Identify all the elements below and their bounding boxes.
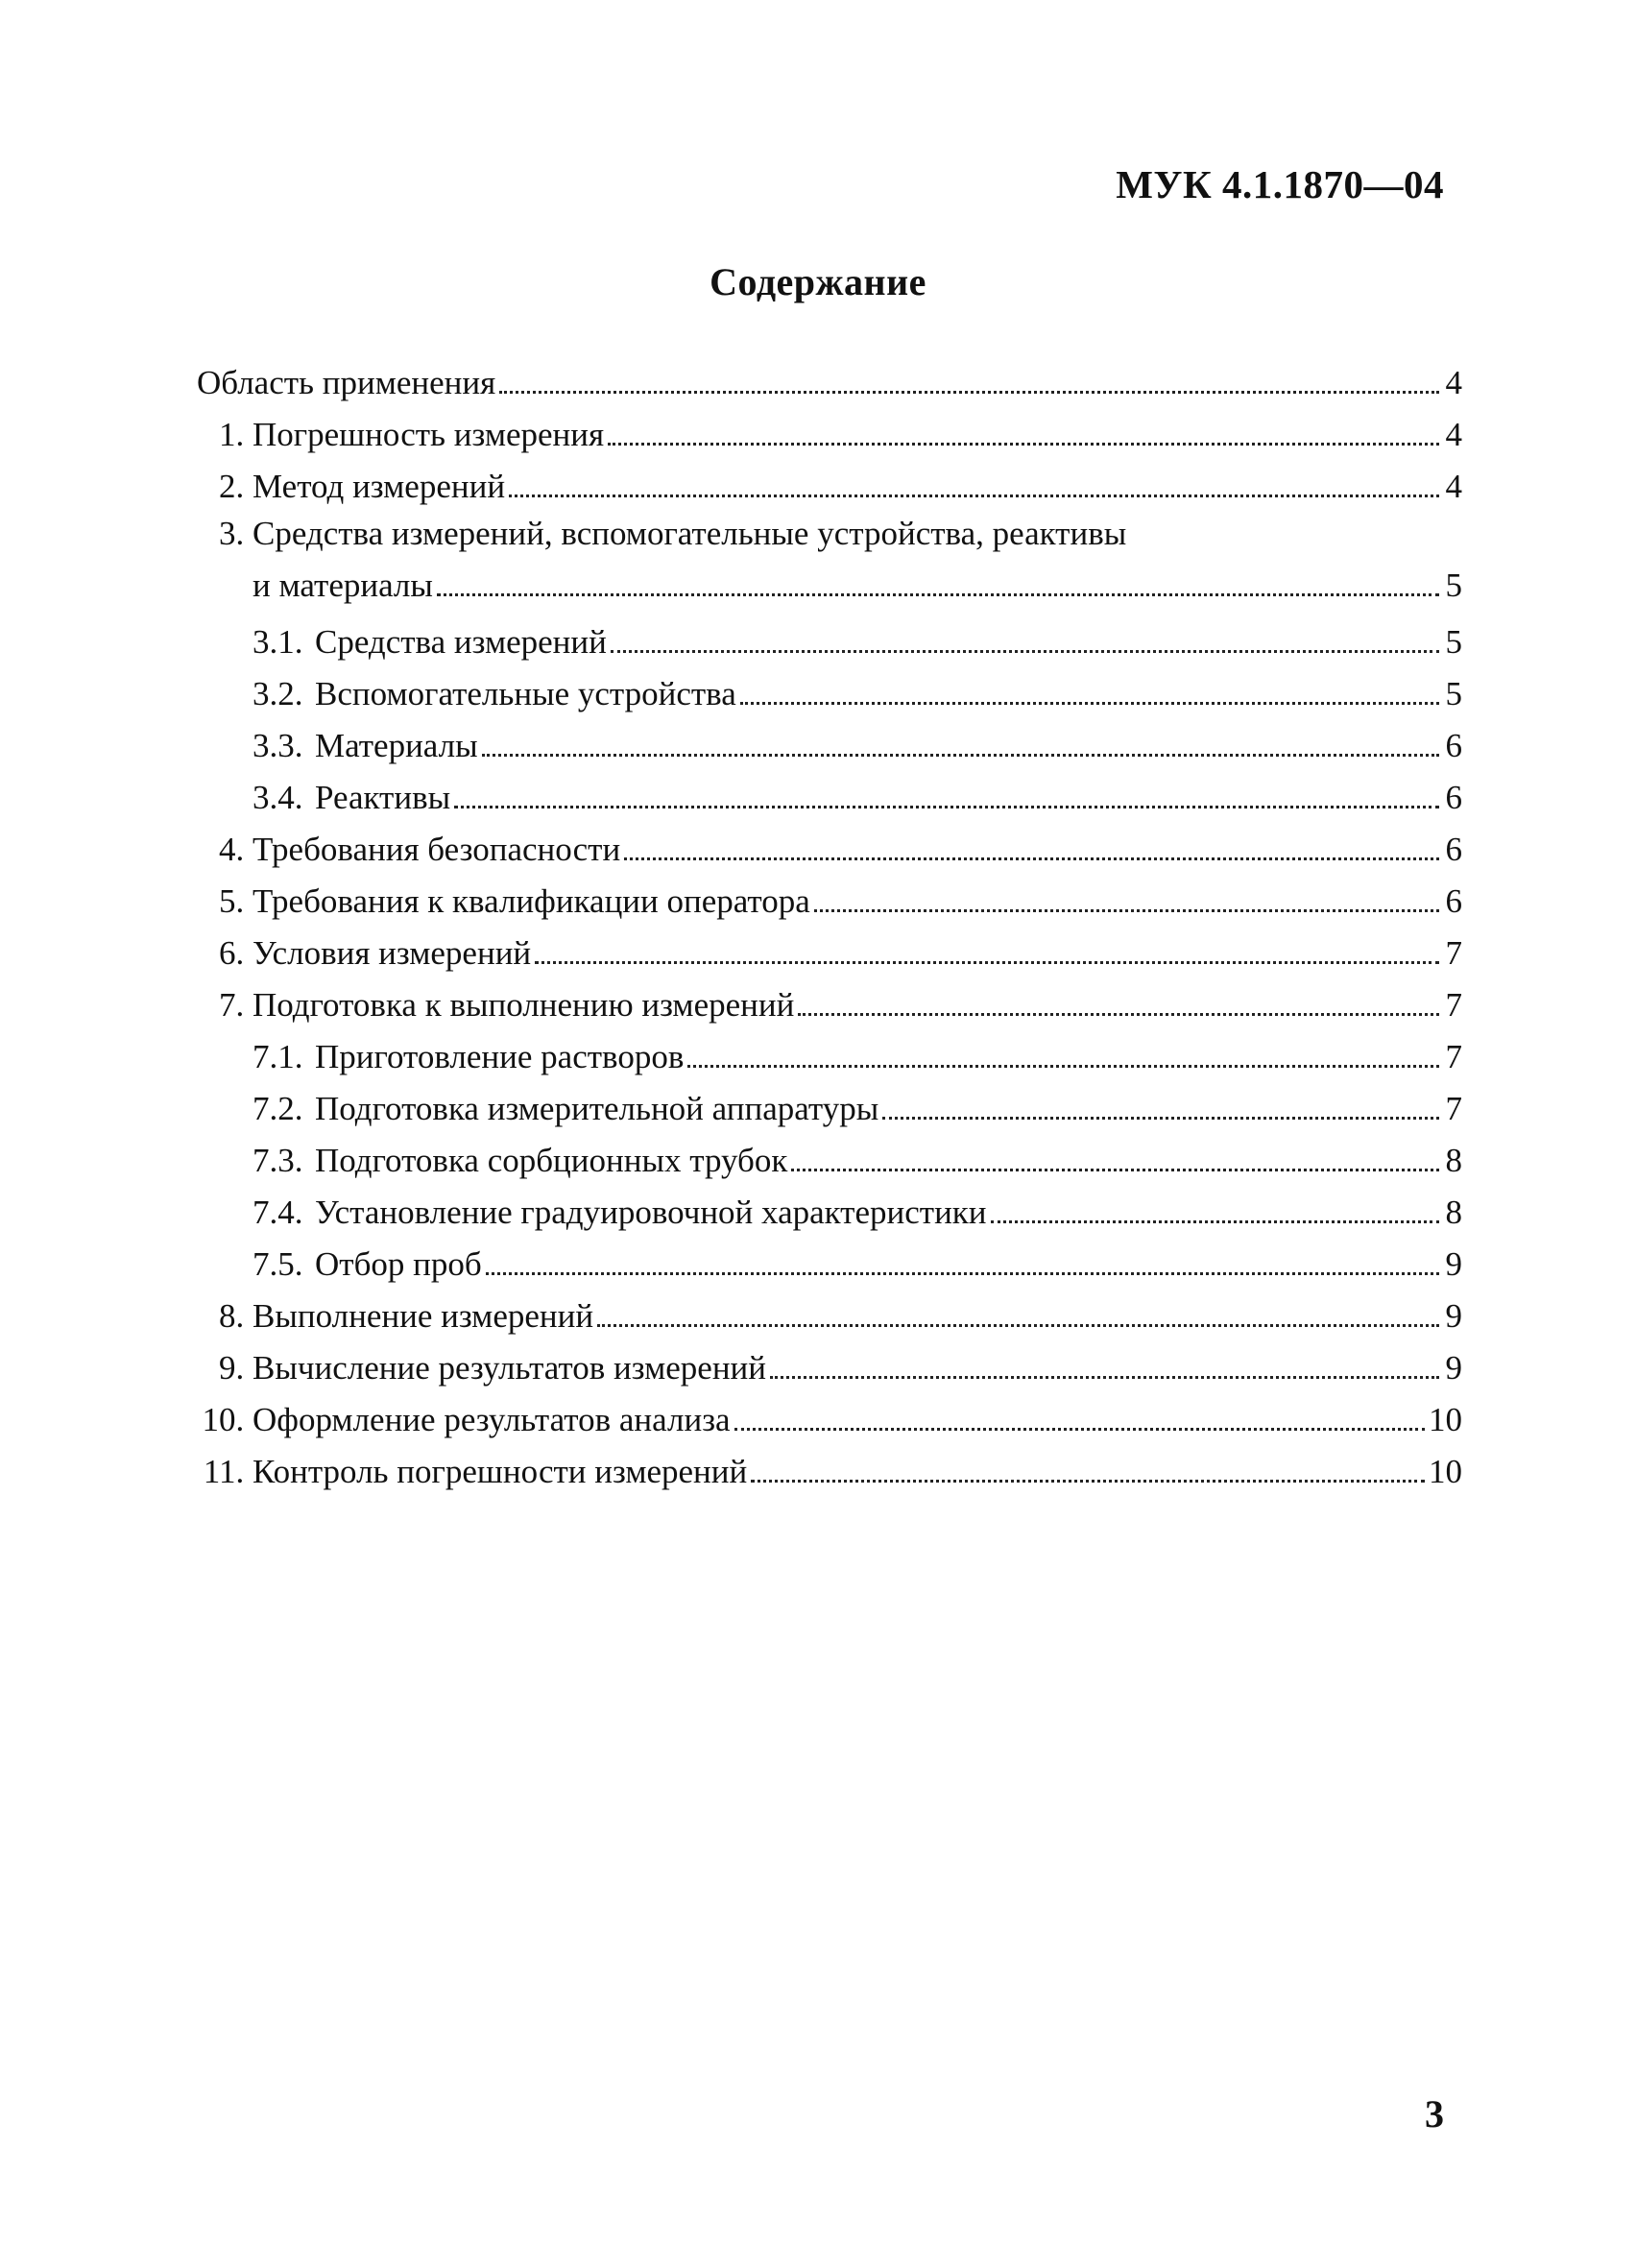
toc-dot-leader bbox=[791, 1169, 1439, 1171]
toc-subentry[interactable] bbox=[197, 1031, 1462, 1083]
toc-entry-page: 9 bbox=[1445, 1349, 1462, 1387]
toc-entry-number: 7. bbox=[219, 986, 253, 1024]
toc-dot-leader bbox=[509, 495, 1439, 497]
toc-subentry[interactable] bbox=[197, 1239, 1462, 1291]
toc-dot-leader bbox=[687, 1065, 1439, 1068]
toc-dot-leader bbox=[486, 1272, 1439, 1275]
toc-dot-leader bbox=[882, 1117, 1439, 1120]
toc-entry-page: 7 bbox=[1445, 934, 1462, 972]
toc-entry-page: 9 bbox=[1445, 1245, 1462, 1283]
toc-entry-page: 7 bbox=[1445, 1090, 1462, 1127]
toc-entry-label: Оформление результатов анализа bbox=[253, 1401, 731, 1438]
toc-entry-label: Метод измерений bbox=[253, 468, 506, 505]
toc-dot-leader bbox=[597, 1324, 1439, 1327]
toc-entry-page: 10 bbox=[1429, 1453, 1462, 1490]
toc-entry-label: Средства измерений bbox=[315, 623, 607, 661]
toc-entry-page: 4 bbox=[1445, 468, 1462, 505]
toc-entry-label: Область применения bbox=[197, 364, 496, 401]
toc-entry-page: 9 bbox=[1445, 1297, 1462, 1335]
toc-entry-label: Погрешность измерения bbox=[253, 416, 605, 453]
toc-entry-label: Приготовление растворов bbox=[315, 1038, 685, 1075]
toc-dot-leader bbox=[798, 1013, 1439, 1016]
toc-entry[interactable] bbox=[197, 1291, 1462, 1342]
toc-dot-leader bbox=[814, 909, 1439, 912]
toc-entry[interactable] bbox=[197, 409, 1462, 461]
toc-entry-page: 6 bbox=[1445, 882, 1462, 920]
toc-dot-leader bbox=[740, 702, 1439, 705]
toc-entry-number: 3.4. bbox=[253, 779, 312, 816]
toc-entry-number: 3.3. bbox=[253, 727, 312, 764]
toc-entry-number: 9. bbox=[219, 1349, 253, 1387]
toc-entry-page: 7 bbox=[1445, 986, 1462, 1024]
toc-entry-label: Вычисление результатов измерений bbox=[253, 1349, 767, 1387]
toc-dot-leader bbox=[482, 754, 1439, 757]
toc-entry[interactable] bbox=[197, 1394, 1462, 1446]
toc-entry-label-continuation: и материалы bbox=[253, 567, 433, 604]
page-number: 3 bbox=[1425, 2092, 1444, 2135]
toc-entry-number: 1. bbox=[219, 416, 253, 453]
toc-entry-number: 6. bbox=[219, 934, 253, 972]
toc-entry-label: Реактивы bbox=[315, 779, 451, 816]
toc-dot-leader bbox=[624, 857, 1439, 860]
toc-entry-page: 6 bbox=[1445, 831, 1462, 868]
toc-entry[interactable] bbox=[197, 928, 1462, 979]
toc-entry[interactable] bbox=[197, 824, 1462, 876]
toc-entry-label: Вспомогательные устройства bbox=[315, 675, 736, 712]
toc-entry-number: 3.2. bbox=[253, 675, 312, 712]
toc-entry-label: Подготовка сорбционных трубок bbox=[315, 1142, 788, 1179]
toc-dot-leader bbox=[770, 1376, 1439, 1379]
toc-entry-number: 7.4. bbox=[253, 1194, 312, 1231]
table-of-contents bbox=[197, 357, 1462, 1498]
toc-entry-page: 5 bbox=[1445, 567, 1462, 604]
toc-entry-label: Отбор проб bbox=[315, 1245, 482, 1283]
toc-dot-leader bbox=[991, 1220, 1439, 1223]
toc-entry-number: 7.3. bbox=[253, 1142, 312, 1179]
toc-entry[interactable] bbox=[197, 979, 1462, 1031]
toc-dot-leader bbox=[499, 391, 1439, 394]
toc-entry[interactable] bbox=[197, 1446, 1462, 1498]
toc-entry-page: 4 bbox=[1445, 416, 1462, 453]
toc-entry-page: 4 bbox=[1445, 364, 1462, 401]
toc-entry-number: 3.1. bbox=[253, 623, 312, 661]
toc-entry-number: 7.2. bbox=[253, 1090, 312, 1127]
toc-entry-page: 5 bbox=[1445, 675, 1462, 712]
toc-dot-leader bbox=[437, 593, 1439, 596]
toc-entry-page: 6 bbox=[1445, 727, 1462, 764]
toc-entry[interactable] bbox=[197, 357, 1462, 409]
toc-subentry[interactable] bbox=[197, 1083, 1462, 1135]
toc-entry[interactable] bbox=[197, 461, 1462, 513]
toc-entry-label: Контроль погрешности измерений bbox=[253, 1453, 748, 1490]
toc-entry-label: Установление градуировочной характеристики bbox=[315, 1194, 987, 1231]
toc-entry-number: 7.1. bbox=[253, 1038, 312, 1075]
toc-entry-number: 3. bbox=[219, 515, 253, 552]
toc-subentry[interactable] bbox=[197, 772, 1462, 824]
toc-entry-number: 11. bbox=[203, 1453, 253, 1490]
toc-entry-label: Материалы bbox=[315, 727, 478, 764]
toc-entry-label: Требования безопасности bbox=[253, 831, 621, 868]
toc-subentry[interactable] bbox=[197, 616, 1462, 668]
toc-dot-leader bbox=[611, 650, 1439, 653]
toc-entry-page: 10 bbox=[1429, 1401, 1462, 1438]
toc-entry[interactable] bbox=[197, 1342, 1462, 1394]
toc-entry-number: 4. bbox=[219, 831, 253, 868]
toc-entry-page: 5 bbox=[1445, 623, 1462, 661]
toc-entry-label: Подготовка измерительной аппаратуры bbox=[315, 1090, 879, 1127]
toc-subentry[interactable] bbox=[197, 1135, 1462, 1187]
toc-entry-continuation[interactable] bbox=[197, 555, 1462, 616]
toc-dot-leader bbox=[734, 1428, 1425, 1431]
toc-entry[interactable] bbox=[197, 876, 1462, 928]
toc-entry-page: 8 bbox=[1445, 1142, 1462, 1179]
toc-subentry[interactable] bbox=[197, 720, 1462, 772]
page-title: Содержание bbox=[710, 260, 926, 303]
toc-entry-number: 2. bbox=[219, 468, 253, 505]
toc-dot-leader bbox=[535, 961, 1439, 964]
toc-entry-label: Требования к квалификации оператора bbox=[253, 882, 810, 920]
document-code: МУК 4.1.1870—04 bbox=[1116, 162, 1444, 206]
toc-entry-page: 6 bbox=[1445, 779, 1462, 816]
toc-entry-label: Подготовка к выполнению измерений bbox=[253, 986, 795, 1024]
toc-entry-page: 8 bbox=[1445, 1194, 1462, 1231]
toc-entry-label: Средства измерений, вспомогательные устройства, реактивы bbox=[253, 515, 1127, 552]
toc-dot-leader bbox=[608, 443, 1439, 446]
toc-entry-number: 7.5. bbox=[253, 1245, 312, 1283]
toc-entry[interactable] bbox=[197, 513, 1462, 555]
toc-dot-leader bbox=[454, 806, 1439, 808]
toc-entry-number: 8. bbox=[219, 1297, 253, 1335]
toc-entry-label: Выполнение измерений bbox=[253, 1297, 594, 1335]
toc-dot-leader bbox=[751, 1480, 1425, 1483]
toc-subentry[interactable] bbox=[197, 668, 1462, 720]
toc-entry-number: 5. bbox=[219, 882, 253, 920]
toc-entry-number: 10. bbox=[202, 1401, 253, 1438]
toc-entry-label: Условия измерений bbox=[253, 934, 532, 972]
toc-subentry[interactable] bbox=[197, 1187, 1462, 1239]
toc-entry-page: 7 bbox=[1445, 1038, 1462, 1075]
